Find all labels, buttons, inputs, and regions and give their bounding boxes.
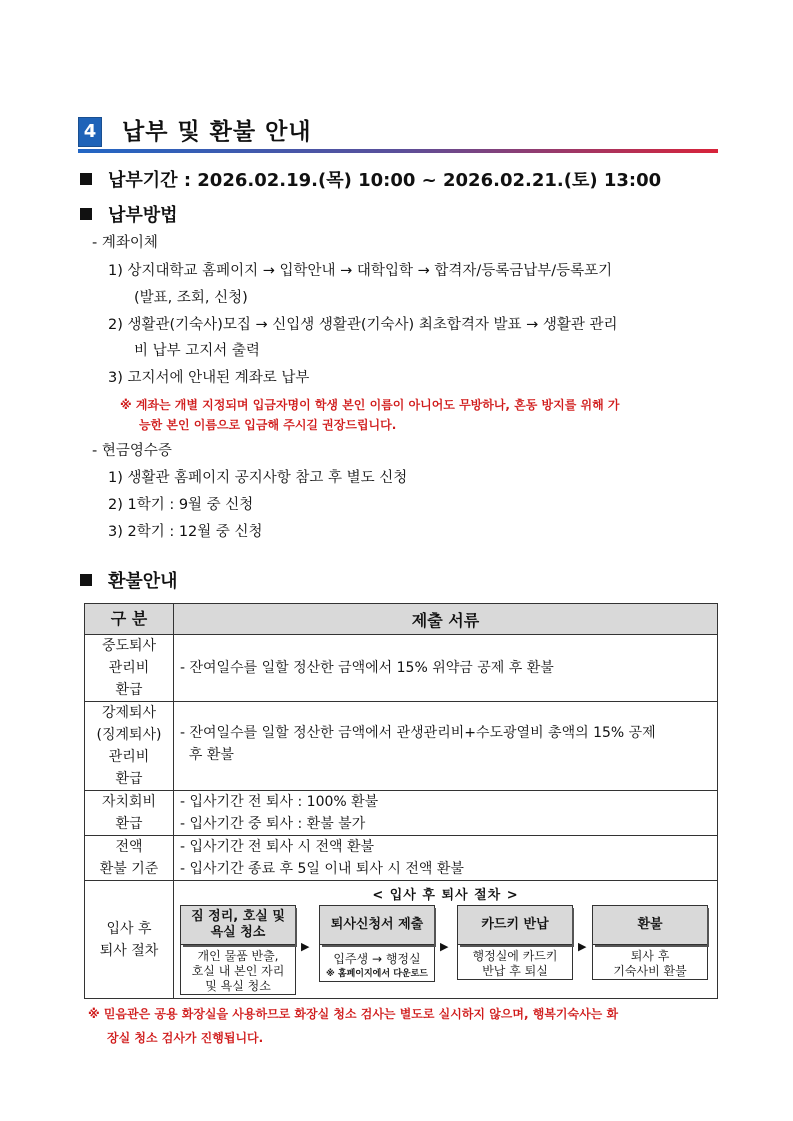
- transfer-step: 비 납부 고지서 출력: [134, 343, 260, 359]
- payment-method-heading: 납부방법: [80, 201, 178, 227]
- arrow-right-icon: ▶: [578, 940, 587, 953]
- row-category: 강제퇴사 (징계퇴사) 관리비 환급: [85, 702, 174, 791]
- row-category: 자치회비 환급: [85, 791, 174, 836]
- receipt-step: 3) 2학기 : 12월 중 신청: [108, 524, 263, 540]
- process-step-cardkey: 카드키 반납 행정실에 카드키 반납 후 퇴실: [457, 905, 573, 980]
- receipt-label: - 현금영수증: [92, 443, 172, 459]
- refund-table: [84, 603, 718, 999]
- transfer-label: - 계좌이체: [92, 235, 158, 251]
- process-flow: [174, 903, 717, 995]
- refund-heading: 환불안내: [80, 567, 178, 593]
- row-content: - 입사기간 전 퇴사 시 전액 환불 - 입사기간 종료 후 5일 이내 퇴사 시 전액 환불: [174, 836, 718, 881]
- section-divider: [78, 149, 718, 153]
- payment-period-heading: 납부기간 : 2026.02.19.(목) 10:00 ~ 2026.02.21.(토) 13:00: [80, 166, 661, 192]
- row-content: - 입사기간 전 퇴사 : 100% 환불 - 입사기간 중 퇴사 : 환불 불가: [174, 791, 718, 836]
- row-content: - 잔여일수를 일할 정산한 금액에서 관생관리비+수도광열비 총액의 15% 공제 후 환불: [174, 702, 718, 791]
- footnote: ※ 믿음관은 공용 화장실을 사용하므로 화장실 청소 검사는 별도로 실시하지 않으며, 행복기숙사는 화 장실 청소 검사가 진행됩니다.: [88, 1007, 619, 1045]
- transfer-step: 1) 상지대학교 홈페이지 → 입학안내 → 대학입학 → 합격자/등록금납부/등록포기: [108, 263, 613, 279]
- row-category: 전액 환불 기준: [85, 836, 174, 881]
- table-row: [85, 702, 718, 791]
- row-category: 입사 후 퇴사 절차: [85, 881, 174, 999]
- receipt-step: 2) 1학기 : 9월 중 신청: [108, 497, 254, 513]
- row-content: - 잔여일수를 일할 정산한 금액에서 15% 위약금 공제 후 환불: [174, 635, 718, 702]
- square-bullet-icon: [80, 574, 92, 586]
- process-step-refund: 환불 퇴사 후 기숙사비 환불: [592, 905, 708, 980]
- transfer-step: (발표, 조회, 신청): [134, 290, 248, 306]
- arrow-right-icon: ▶: [301, 940, 310, 953]
- table-row: [85, 836, 718, 881]
- receipt-step: 1) 생활관 홈페이지 공지사항 참고 후 별도 신청: [108, 470, 408, 486]
- table-row: [85, 635, 718, 702]
- transfer-step: 2) 생활관(기숙사)모집 → 신입생 생활관(기숙사) 최초합격자 발표 → 생활관 관리: [108, 317, 618, 333]
- section-number-badge: 4: [78, 117, 102, 147]
- process-cell: [174, 881, 718, 999]
- process-step-application: 퇴사신청서 제출 입주생 → 행정실 ※ 홈페이지에서 다운로드: [319, 905, 435, 982]
- process-step-cleaning: 짐 정리, 호실 및 욕실 청소 개인 물품 반출, 호실 내 본인 자리 및 욕실 청소: [180, 905, 296, 995]
- section-title: 납부 및 환불 안내: [122, 119, 312, 145]
- table-header-row: [85, 604, 718, 635]
- table-row: [85, 791, 718, 836]
- transfer-note: ※ 계좌는 개별 지정되며 입금자명이 학생 본인 이름이 아니어도 무방하나, 혼동 방지를 위해 가: [120, 398, 620, 412]
- square-bullet-icon: [80, 173, 92, 185]
- arrow-right-icon: ▶: [440, 940, 449, 953]
- table-row: [85, 881, 718, 999]
- process-title: < 입사 후 퇴사 절차 >: [372, 888, 519, 903]
- transfer-step: 3) 고지서에 안내된 계좌로 납부: [108, 370, 310, 386]
- transfer-note: 능한 본인 이름으로 입금해 주시길 권장드립니다.: [139, 418, 397, 432]
- row-category: 중도퇴사 관리비 환급: [85, 635, 174, 702]
- column-header: 제출 서류: [174, 604, 718, 635]
- column-header: 구 분: [85, 604, 174, 635]
- square-bullet-icon: [80, 208, 92, 220]
